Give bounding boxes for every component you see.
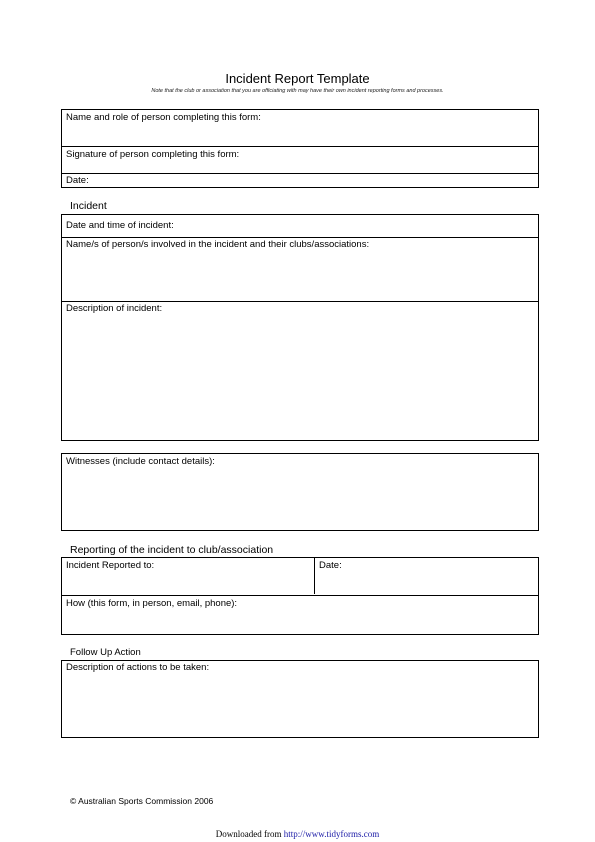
date-time-label: Date and time of incident: xyxy=(66,220,174,231)
row-divider xyxy=(62,146,538,147)
row-divider xyxy=(62,237,538,238)
download-prefix: Downloaded from xyxy=(215,829,282,839)
name-role-label: Name and role of person completing this form: xyxy=(66,112,261,123)
reporting-box xyxy=(61,557,539,635)
page-note: Note that the club or association that you are officiating with may have their own incident reporting forms and processes. xyxy=(151,88,444,94)
actions-label: Description of actions to be taken: xyxy=(66,662,210,673)
reporting-date-label: Date: xyxy=(319,560,342,571)
follow-up-heading: Follow Up Action xyxy=(70,647,141,658)
witnesses-label: Witnesses (include contact details): xyxy=(66,456,215,467)
row-divider xyxy=(62,173,538,174)
page-title: Incident Report Template xyxy=(225,71,370,86)
reporting-heading: Reporting of the incident to club/association xyxy=(70,544,274,556)
incident-heading: Incident xyxy=(70,200,107,212)
incident-box xyxy=(61,214,539,441)
download-line xyxy=(0,829,595,839)
follow-up-box xyxy=(61,660,539,738)
copyright-text: © Australian Sports Commission 2006 xyxy=(70,796,214,806)
how-label: How (this form, in person, email, phone): xyxy=(66,598,238,609)
person-details-box xyxy=(61,109,539,188)
row-divider xyxy=(62,301,538,302)
signature-label: Signature of person completing this form: xyxy=(66,149,240,160)
column-divider xyxy=(314,558,315,594)
reported-to-label: Incident Reported to: xyxy=(66,560,155,571)
persons-involved-label: Name/s of person/s involved in the incident and their clubs/associations: xyxy=(66,239,370,250)
row-divider xyxy=(62,595,538,596)
download-link[interactable]: http://www.tidyforms.com xyxy=(283,829,380,839)
date-label: Date: xyxy=(66,175,89,186)
description-label: Description of incident: xyxy=(66,303,163,314)
witnesses-box xyxy=(61,453,539,531)
